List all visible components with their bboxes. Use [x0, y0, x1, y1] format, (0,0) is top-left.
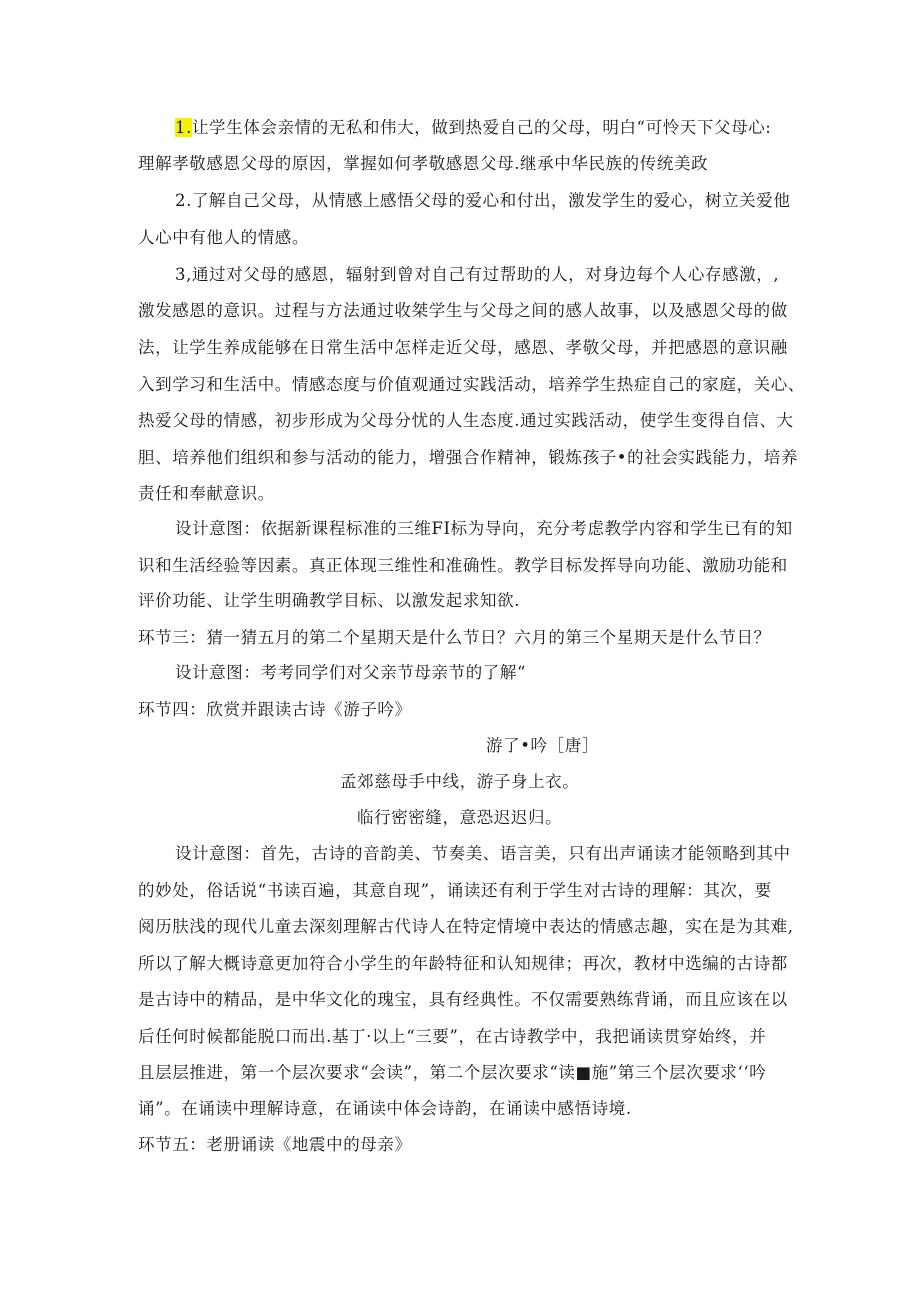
- paragraph-line: 的妙处，俗话说“书读百遍，其意自现”，诵读还有利于学生对古诗的理解：其次，要: [138, 881, 772, 900]
- paragraph-line: 评价功能、让学生明确教学目标、以激发起求知欲.: [138, 591, 521, 610]
- paragraph-line: 阅历肤浅的现代儿童去深刻理解古代诗人在特定情境中表达的情感志趣，实在是为其难,: [138, 917, 794, 936]
- paragraph-line: 3,通过对父母的感恩，辐射到曾对自己有过帮助的人，对身边每个人心存感激，,: [175, 265, 780, 284]
- paragraph-line: 诵”。在诵读中理解诗意，在诵读中体会诗韵，在诵读中感悟诗境.: [138, 1099, 632, 1118]
- line-text: 让学生体会亲情的无私和伟大，做到热爱自己的父母，明白“可怜天下父母心:: [191, 118, 772, 137]
- paragraph-line: 设计意图：首先，古诗的音韵美、节奏美、语言美，只有出声诵读才能领略到其中: [175, 844, 791, 863]
- section-heading: 环节三：猜一猜五月的第二个星期天是什么节日？六月的第三个星期天是什么节日？: [138, 628, 771, 647]
- section-heading: 环节五：老册诵读《地震中的母亲》: [138, 1135, 412, 1154]
- poem-line: 临行密密缝，意恐迟迟归。: [357, 808, 563, 827]
- paragraph-line: 胆、培养他们组织和参与活动的能力，增强合作精神，锻炼孩子•的社会实践能力，培养: [138, 448, 799, 467]
- paragraph-line: 理解孝敬感恩父母的原因，掌握如何孝敬感恩父母.继承中华民族的传统美政: [138, 154, 709, 173]
- paragraph-line: 热爱父母的情感，初步形成为父母分忧的人生态度.通过实践活动，使学生变得自信、大: [138, 411, 794, 430]
- paragraph-line: [175, 116, 771, 140]
- paragraph-line: 且层层推进，第一个层次要求“会读”，第二个层次要求“读■施”第三个层次要求‘‘吟: [138, 1063, 767, 1082]
- paragraph-line: 识和生活经验等因素。真正体现三维性和准确性。教学目标发挥导向功能、激励功能和: [138, 556, 788, 575]
- poem-title: 游了•吟［唐］: [486, 736, 599, 755]
- paragraph-line: 后任何时候都能脱口而出.基丁·以上“三要”，在古诗教学中，我把诵读贯穿始终，并: [138, 1027, 767, 1046]
- highlighted-marker: 1.: [175, 118, 192, 137]
- paragraph-line: 激发感恩的意识。过程与方法通过收桀学生与父母之间的感人故事，以及感恩父母的做: [138, 301, 788, 320]
- poem-line: 孟郊慈母手中线，游子身上衣。: [340, 772, 580, 791]
- paragraph-line: 法，让学生养成能够在日常生活中怎样走近父母，感恩、孝敬父母，并把感恩的意识融: [138, 338, 788, 357]
- paragraph-line: 入到学习和生活中。情感态度与价值观通过实践活动，培养学生热症自己的家庭，关心、: [138, 375, 805, 394]
- paragraph-line: 2.了解自己父母，从情感上感悟父母的爱心和付出，激发学生的爱心，树立关爱他: [175, 191, 791, 210]
- paragraph-line: 责任和奉献意识。: [138, 484, 275, 503]
- paragraph-line: 设计意图：考考同学们对父亲节母亲节的了解“: [175, 663, 527, 682]
- section-heading: 环节四：欣赏并跟读古诗《游子吟》: [138, 700, 412, 719]
- paragraph-line: 是古诗中的精品，是中华文化的瑰宝，具有经典性。不仅需要熟练背诵，而且应该在以: [138, 990, 788, 1009]
- paragraph-line: 设计意图：依据新课程标准的三维FI标为导向，充分考虑教学内容和学生已有的知: [175, 519, 793, 538]
- paragraph-line: 人心中有他人的情感。: [138, 228, 309, 247]
- paragraph-line: 所以了解大概诗意更加符合小学生的年龄特征和认知规律；再次，教材中选编的古诗都: [138, 954, 788, 973]
